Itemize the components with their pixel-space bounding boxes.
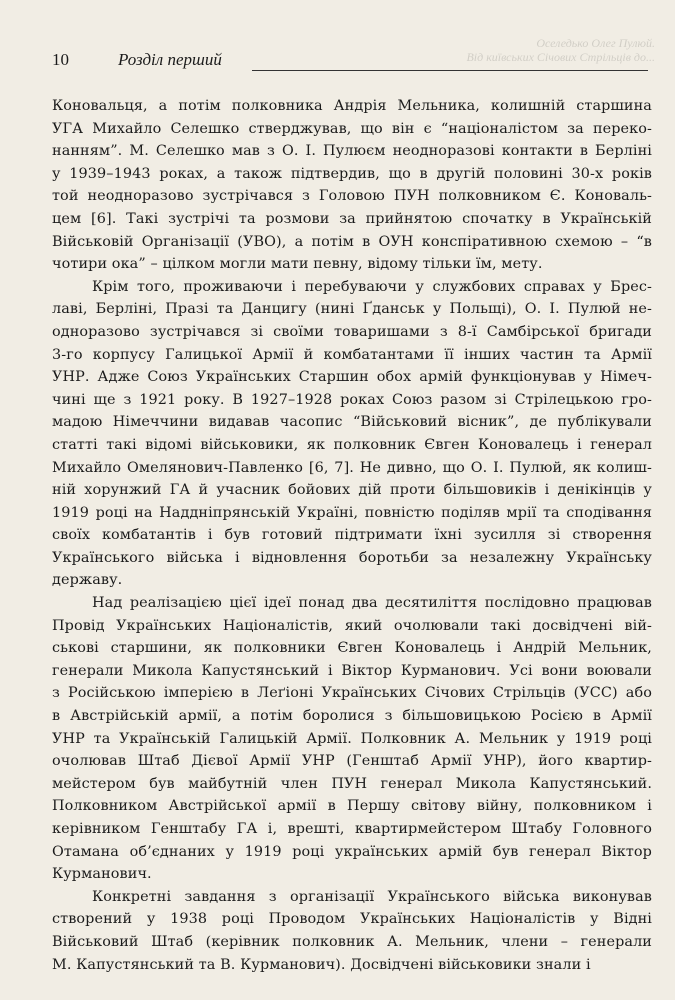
header-rule	[252, 70, 648, 71]
bleed-through-text	[375, 36, 655, 64]
text-line: одноразово зустрічався зі своїми товаришами з 8-ї Самбірської бригади	[52, 323, 652, 340]
text-line: Коновальця, а потім полковника Андрія Мельника, колишній старшина	[52, 98, 652, 114]
text-line: створений у 1938 році Проводом Українських Націоналістів у Відні	[52, 911, 652, 928]
paragraph	[52, 886, 652, 976]
text-line: той неодноразово зустрічався з Головою ПУН полковником Є. Коноваль-	[52, 188, 652, 205]
text-line: державу.	[52, 572, 123, 589]
text-line: Полковником Австрійської армії в Першу світову війну, полковником і	[52, 798, 652, 815]
paragraph	[52, 95, 652, 276]
text-line: керівником Генштабу ГА і, врешті, квартирмейстером Штабу Головного	[52, 821, 652, 837]
text-line: М. Капустянський та В. Курманович). Досвідчені військовики знали і	[52, 956, 591, 973]
text-line: Провід Українських Націоналістів, який очолювали такі досвідчені вій-	[52, 617, 652, 634]
body-text	[52, 95, 652, 976]
text-line: генерали Микола Капустянський і Віктор Курманович. Усі вони воювали	[52, 662, 652, 679]
text-line: мадою Німеччини видавав часопис “Військовий вісник”, де публікували	[52, 414, 652, 431]
text-line: Конкретні завдання з організації Українського війська виконував	[92, 888, 652, 905]
bleed-through-line: Оселедько Олег Пулюй.	[536, 36, 655, 50]
text-line: УНР та Українській Галицькій Армії. Полковник А. Мельник у 1919 році	[52, 730, 652, 747]
text-line: своїх комбатантів і був готовий підтримати їхні зусилля зі створення	[52, 527, 652, 544]
text-line: УГА Михайло Селешко стверджував, що він є “націоналістом за переко-	[52, 120, 652, 137]
text-line: Отамана об’єднаних у 1919 році українських армій був генерал Віктор	[52, 843, 652, 860]
text-line: Над реалізацією цієї ідеї понад два десятиліття послідовно працював	[92, 595, 652, 612]
text-line: 1919 році на Наддніпрянській Україні, повністю поділяв мрії та сподівання	[52, 504, 652, 521]
text-line: нанням”. М. Селешко мав з О. І. Пулюєм неодноразові контакти в Берліні	[52, 143, 652, 160]
text-line: чині ще з 1921 року. В 1927–1928 роках Союз разом зі Стрілецькою гро-	[52, 391, 652, 408]
chapter-title: Розділ перший	[118, 50, 222, 69]
text-line: Крім того, проживаючи і перебуваючи у службових справах у Брес-	[92, 278, 652, 295]
text-line: лаві, Берліні, Празі та Данцигу (нині Ґданськ у Польщі), О. І. Пулюй не-	[52, 301, 652, 318]
text-line: 3-го корпусу Галицької Армії й комбатантами її інших частин та Армії	[52, 346, 652, 363]
text-line: статті такі відомі військовики, як полковник Євген Коновалець і генерал	[52, 436, 652, 453]
paragraph	[52, 276, 652, 592]
text-line: у 1939–1943 роках, а також підтвердив, що в другій половині 30-х років	[52, 165, 652, 182]
page-number: 10	[52, 50, 69, 69]
bleed-through-line: Від київських Січових Стрільців до...	[466, 50, 655, 64]
text-line: в Австрійській армії, а потім боролися з більшовицькою Росією в Армії	[52, 708, 652, 725]
text-line: ськові старшини, як полковники Євген Коновалець і Андрій Мельник,	[52, 640, 652, 657]
text-line: з Російською імперією в Леґіоні Українських Січових Стрільців (УСС) або	[52, 685, 652, 702]
text-line: Військовий Штаб (керівник полковник А. Мельник, члени – генерали	[52, 933, 652, 950]
text-line: мейстером був майбутній член ПУН генерал Микола Капустянський.	[52, 775, 652, 792]
text-line: очолював Штаб Дієвої Армії УНР (Генштаб Армії УНР), його квартир-	[52, 753, 652, 770]
text-line: чотири ока” – цілком могли мати певну, відому тільки їм, мету.	[52, 256, 543, 273]
text-line: Михайло Омелянович-Павленко [6, 7]. Не дивно, що О. І. Пулюй, як колиш-	[52, 459, 652, 476]
text-line: Курманович.	[52, 866, 152, 883]
paragraph	[52, 592, 652, 886]
text-line: УНР. Адже Союз Українських Старшин обох армій функціонував у Німеч-	[52, 369, 652, 386]
text-line: Українського війська і відновлення боротьби за незалежну Українську	[52, 549, 652, 566]
text-line: ній хорунжий ГА й учасник бойових дій проти більшовиків і денікінців у	[52, 482, 652, 499]
text-line: Військовій Організації (УВО), а потім в ОУН конспіративною схемою – “в	[52, 233, 652, 250]
text-line: цем [6]. Такі зустрічі та розмови за прийнятою спочатку в Українській	[52, 210, 652, 227]
